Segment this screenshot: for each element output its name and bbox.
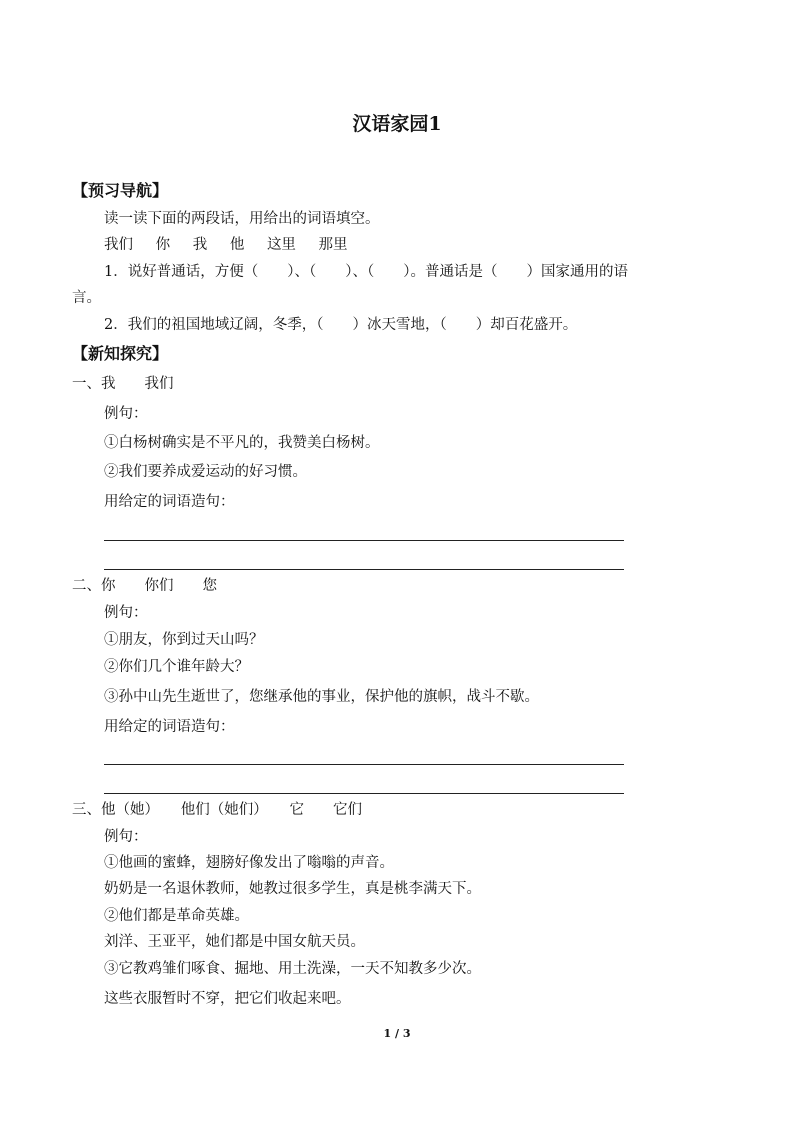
explore-heading: 【新知探究】 <box>72 344 169 363</box>
writing-prompt: 用给定的词语造句： <box>104 719 235 735</box>
word-item: 我 <box>192 237 208 253</box>
page-title: 汉语家园1 <box>352 113 442 135</box>
preview-heading: 【预习导航】 <box>72 181 169 200</box>
example-sentence: ②我们要养成爱运动的好习惯。 <box>104 464 307 480</box>
example-sentence: ③它教鸡雏们啄食、掘地、用土洗澡，一天不知教多少次。 <box>104 961 481 977</box>
question-2: 2．我们的祖国地域辽阔，冬季，（ ）冰天雪地，（ ）却百花盛开。 <box>104 317 578 333</box>
preview-instruction: 读一读下面的两段话，用给出的词语填空。 <box>104 211 380 227</box>
word-item: 那里 <box>318 237 348 253</box>
example-label: 例句： <box>104 829 148 845</box>
question-1-line-2: 言。 <box>72 290 101 306</box>
answer-line[interactable] <box>104 569 624 570</box>
answer-line[interactable] <box>104 540 624 541</box>
example-label: 例句： <box>104 406 148 422</box>
example-sentence: 这些衣服暂时不穿，把它们收起来吧。 <box>104 991 351 1007</box>
example-sentence: 奶奶是一名退休教师，她教过很多学生，真是桃李满天下。 <box>104 881 481 897</box>
word-bank <box>104 235 366 255</box>
part-1-title: 一、我 我们 <box>72 376 174 392</box>
writing-prompt: 用给定的词语造句： <box>104 494 235 510</box>
example-sentence: ③孙中山先生逝世了，您继承他的事业，保护他的旗帜，战斗不歇。 <box>104 689 539 705</box>
part-2-title: 二、你 你们 您 <box>72 578 217 594</box>
example-label: 例句： <box>104 605 148 621</box>
word-item: 你 <box>155 237 171 253</box>
example-sentence: ①朋友，你到过天山吗？ <box>104 632 264 648</box>
answer-line[interactable] <box>104 764 624 765</box>
example-sentence: ②他们都是革命英雄。 <box>104 908 249 924</box>
example-sentence: ①白杨树确实是不平凡的，我赞美白杨树。 <box>104 435 380 451</box>
word-item: 我们 <box>104 237 133 253</box>
part-3-title: 三、他（她） 他们（她们） 它 它们 <box>72 802 362 818</box>
example-sentence: 刘洋、王亚平，她们都是中国女航天员。 <box>104 934 365 950</box>
answer-line[interactable] <box>104 793 624 794</box>
example-sentence: ①他画的蜜蜂，翅膀好像发出了嗡嗡的声音。 <box>104 855 394 871</box>
page-number: 1 / 3 <box>383 1027 411 1040</box>
example-sentence: ②你们几个谁年龄大？ <box>104 659 249 675</box>
word-item: 这里 <box>266 237 296 253</box>
word-item: 他 <box>229 237 245 253</box>
question-1-line-1: 1．说好普通话，方便（ ）、（ ）、（ ）。普通话是（ ）国家通用的语 <box>104 264 628 280</box>
